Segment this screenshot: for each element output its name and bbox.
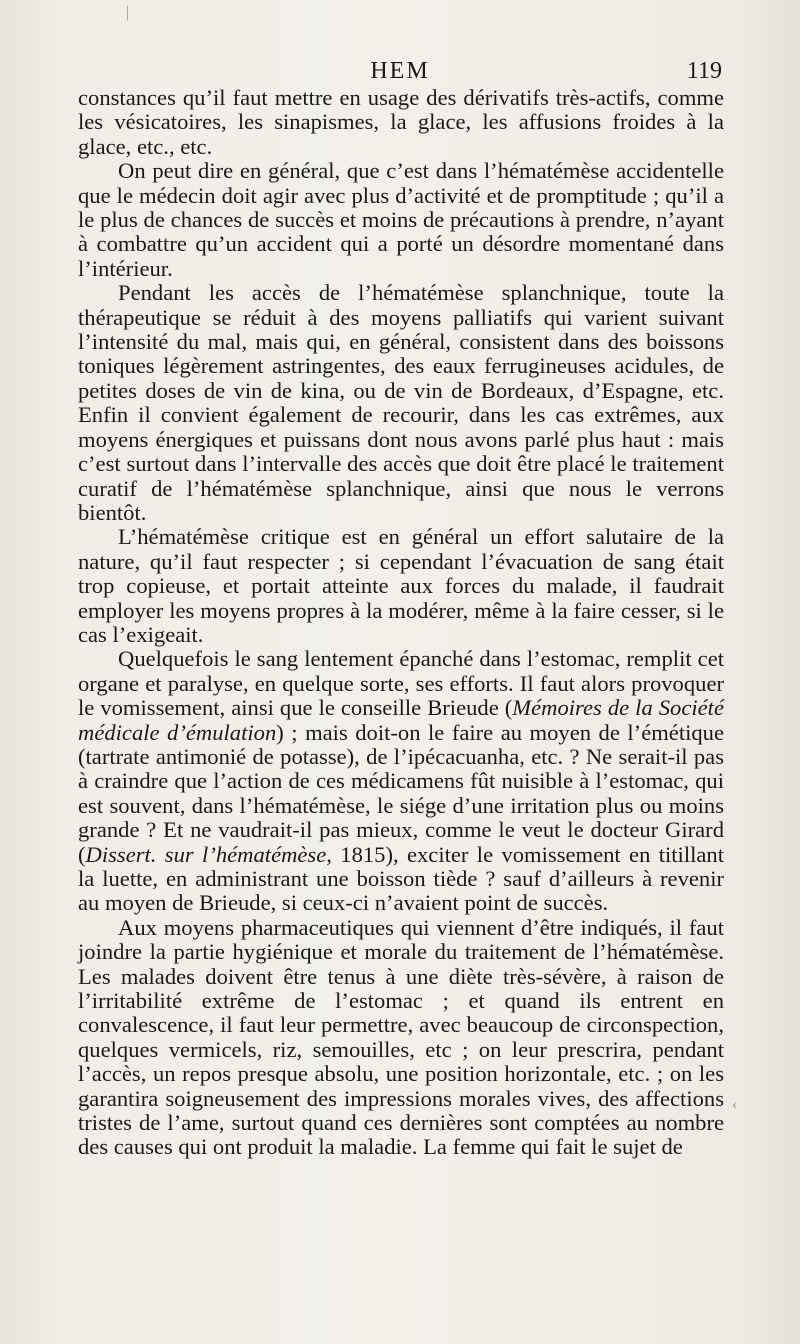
- text-run: Pendant les accès de l’hématémèse splanchnique, toute la thérapeutique se réduit à des moyens palliatifs qui varient suivant l’intensité du mal, mais qui, en général, consistent dans des boissons toniques légèrement astringentes, des eaux ferrugineuses acidules, de petites doses de vin de kina, ou de vin de Bordeaux, d’Espagne, etc. Enfin il convient également de recourir, dans les cas extrêmes, aux moyens énergiques et puissans dont nous avons parlé plus haut : mais c’est surtout dans l’intervalle des accès que doit être placé le traitement curatif de l’hématémèse splanchnique, ainsi que nous le verrons bientôt.: [78, 280, 724, 525]
- paragraph: [78, 647, 724, 915]
- paragraph: [78, 525, 724, 647]
- body-text: [78, 86, 724, 1160]
- text-run: ) ; mais doit-on le faire au moyen de l’émétique (tartrate antimonié de potasse), de l’ipécacuanha, etc. ? Ne serait-il pas à craindre que l’action de ces médicamens fût nuisible à l’estomac, qui est souvent, dans l’hématémèse, le siége d’une irritation plus ou moins grande ? Et ne vaudrait-il pas mieux, comme le veut le docteur Girard (: [78, 719, 724, 867]
- italic-citation: Dissert. sur l’hématémèse: [85, 841, 327, 867]
- text-run: constances qu’il faut mettre en usage des dérivatifs très-actifs, comme les vésicatoires, les sinapismes, la glace, les affusions froides à la glace, etc., etc.: [78, 85, 724, 159]
- margin-tick: |: [126, 4, 130, 21]
- paragraph: [78, 159, 724, 281]
- text-run: , 1815), exciter le vomissement en titillant la luette, en administrant une boisson tiède ? sauf d’ailleurs à revenir au moyen de Brieude, si ceux-ci n’avaient point de succès.: [78, 841, 724, 916]
- text-run: Quelquefois le sang lentement épanché dans l’estomac, remplit cet organe et paralyse, en quelque sorte, ses efforts. Il faut alors provoquer le vomissement, ainsi que le conseille Brieude (: [78, 646, 724, 721]
- margin-bracket: ‹: [732, 1096, 738, 1113]
- paragraph: [78, 86, 724, 159]
- italic-citation: Mémoires de la Société médicale d’émulation: [78, 695, 724, 745]
- paragraph: [78, 916, 724, 1160]
- running-head: HEM: [370, 58, 430, 84]
- text-run: Aux moyens pharmaceutiques qui viennent d’être indiqués, il faut joindre la partie hygiénique et morale du traitement de l’hématémèse. Les malades doivent être tenus à une diète très-sévère, à raison de l’irritabilité extrême de l’estomac ; et quand ils entrent en convalescence, il faut leur permettre, avec beaucoup de circonspection, quelques vermicels, riz, semouilles, etc ; on leur prescrira, pendant l’accès, un repos presque absolu, une position horizontale, etc. ; on les garantira soigneusement des impressions morales vives, des affections tristes de l’ame, surtout quand ces dernières sont comptées au nombre des causes qui ont produit la maladie. La femme qui fait le sujet de: [78, 914, 724, 1160]
- page-number: 119: [686, 58, 722, 84]
- text-run: L’hématémèse critique est en général un effort salutaire de la nature, qu’il faut respecter ; si cependant l’évacuation de sang était trop copieuse, et portait atteinte aux forces du malade, il faudrait employer les moyens propres à la modérer, même à la faire cesser, si le cas l’exigeait.: [78, 524, 724, 647]
- text-run: On peut dire en général, que c’est dans l’hématémèse accidentelle que le médecin doit agir avec plus d’activité et de promptitude ; qu’il a le plus de chances de succès et moins de précautions à prendre, n’ayant à combattre qu’un accident qui a porté un désordre momentané dans l’intérieur.: [78, 158, 724, 281]
- paragraph: [78, 281, 724, 525]
